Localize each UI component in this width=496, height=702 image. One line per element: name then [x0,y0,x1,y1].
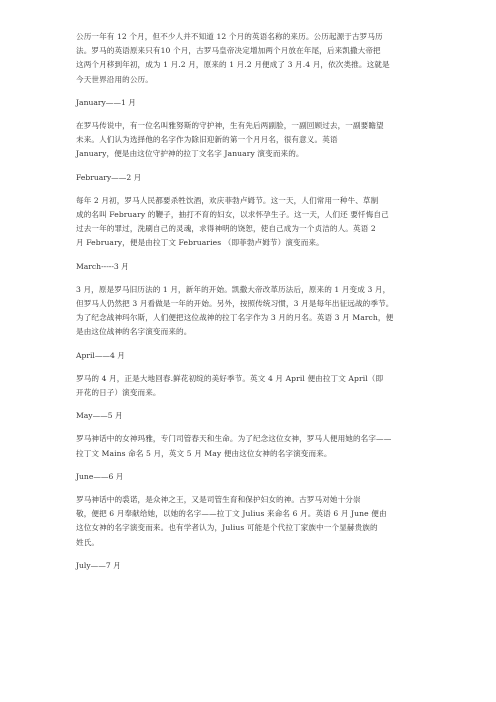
paragraph-line: 未来。人们认为选择他的名字作为除旧迎新的第一个月月名，很有意义。英语 [76,135,338,145]
paragraph-line: 月 February，便是由拉丁文 Februaries （即菲勃卢姆节）演变而来。 [76,238,324,248]
month-paragraph-may [76,432,438,460]
month-paragraph-february [76,194,438,251]
paragraph-line: 3 月，原是罗马旧历法的 1 月，新年的开始。凯撒大帝改革历法后，原来的 1 月变成 3 月， [76,284,391,294]
document-page [76,30,438,573]
intro-line: 法。罗马的英语原来只有10 个月，古罗马皇帝决定增加两个月放在年尾，后来凯撒大帝把 [76,46,381,56]
paragraph-line: 这位女神的名字演变而来。也有学者认为，Julius 可能是个代拉丁家族中一个显赫贵族的 [76,523,378,533]
paragraph-line: 罗马神话中的裘诺，是众神之王，又是司管生育和保护妇女的神。古罗马对她十分崇 [76,495,361,505]
intro-line: 今天世界沿用的公历。 [76,74,153,84]
month-paragraph-march [76,283,438,340]
paragraph-line: 为了纪念战神玛尔斯，人们便把这位战神的拉丁名字作为 3 月的月名。英语 3 月 March，便 [76,313,394,323]
month-paragraph-january [76,119,438,162]
month-heading-april: April——4 月 [76,350,125,360]
month-heading-june: June——6 月 [76,471,124,481]
month-heading-march: March-----3 月 [76,261,129,271]
paragraph-line: 但罗马人仍然把 3 月看做是一年的开始。另外，按照传统习惯，3 月是每年出征远战的季节。 [76,299,394,309]
paragraph-line: 罗马的 4 月，正是大地回春.鲜花初绽的美好季节。英文 4 月 April 便由拉丁文 April（即 [76,373,384,383]
month-heading-july: July——7 月 [76,560,121,570]
paragraph-line: January，便是由这位守护神的拉丁文名字 January 演变而来的。 [76,149,304,159]
month-heading-may: May——5 月 [76,411,123,421]
paragraph-line: 开花的日子）演变而来。 [76,388,161,398]
paragraph-line: 每年 2 月初，罗马人民都要杀牲饮酒，欢庆菲勃卢姆节。这一天，人们常用一种牛、草制 [76,195,379,205]
paragraph-line: 成的名叫 February 的鞭子，抽打不育的妇女，以求怀孕生子。这一天，人们还 要忏悔自己 [76,210,389,220]
paragraph-line: 罗马神话中的女神玛雅，专门司管春天和生命。为了纪念这位女神，罗马人便用她的名字—— [76,434,392,444]
month-paragraph-april [76,372,438,400]
month-heading-january: January——1 月 [76,97,136,107]
paragraph-line: 在罗马传说中，有一位名叫雅努斯的守护神，生有先后两副脸，一副回顾过去，一副要瞻望 [76,121,384,131]
paragraph-line: 姓氏。 [76,537,100,547]
paragraph-line: 是由这位战神的名字演变而来的。 [76,327,192,337]
paragraph-line: 拉丁文 Mains 命名 5 月，英文 5 月 May 便由这位女神的名字演变而来。 [76,448,332,458]
intro-line: 这两个月移到年初，成为 1 月.2 月，原来的 1 月.2 月便成了 3 月.4 月，依次类推。这就是 [76,60,390,70]
month-heading-february: February——2 月 [76,172,142,182]
intro-line: 公历一年有 12 个月，但不少人并不知道 12 个月的英语名称的来历。公历起源于古罗马历 [76,32,383,41]
paragraph-line: 过去一年的罪过，洗刷自己的灵魂，求得神明的饶恕，使自己成为一个贞洁的人。英语 2 [76,224,376,234]
intro-paragraph [76,30,438,87]
month-paragraph-june [76,493,438,550]
paragraph-line: 敬，便把 6 月奉献给她，以她的名字——拉丁文 Julius 来命名 6 月。英语 6 月 June 便由 [76,509,387,519]
